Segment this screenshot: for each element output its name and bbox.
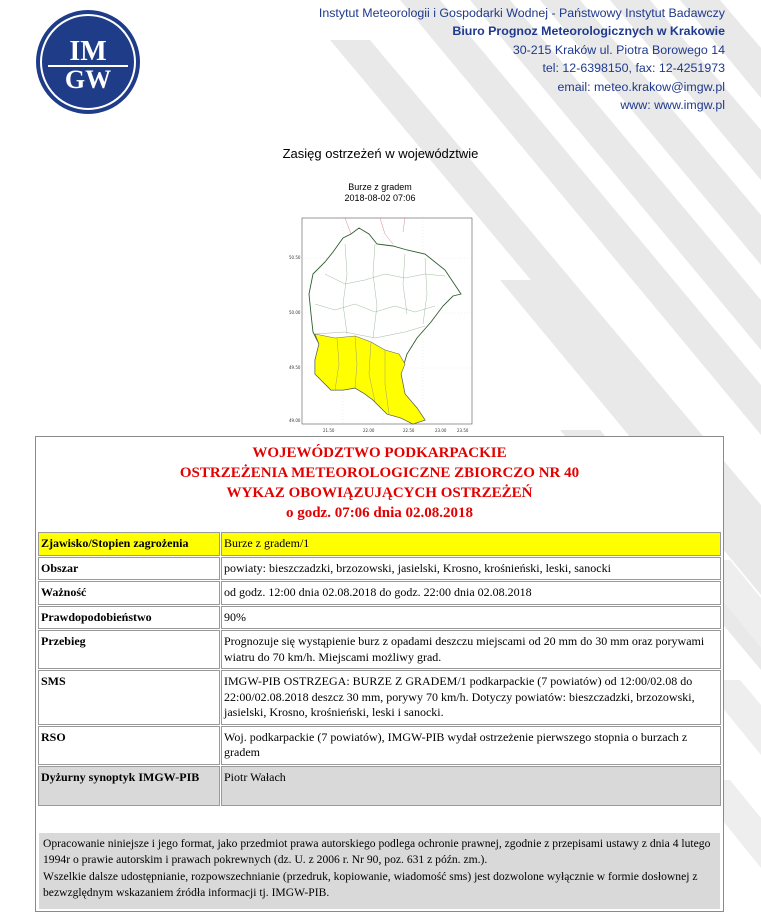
table-row — [38, 766, 721, 806]
list-title: WYKAZ OBOWIĄZUJĄCYCH OSTRZEŻEŃ — [226, 485, 533, 501]
row-key: Ważność — [38, 581, 220, 605]
x-tick: 23.50 — [457, 428, 469, 433]
row-key: Zjawisko/Stopien zagrożenia — [38, 532, 220, 556]
letterhead — [0, 0, 761, 130]
row-value: Piotr Wałach — [221, 766, 721, 806]
row-key: Obszar — [38, 557, 220, 581]
row-value: IMGW-PIB OSTRZEGA: BURZE Z GRADEM/1 podkarpackie (7 powiatów) od 12:00/02.08 do 22:00/02.08.2018 deszcz 30 mm, porywy 70 km/h. Dotyczy powiatów: bieszczadzki, brzozowski, jasielski, Krosno, krośnieński, leski i sanocki. — [221, 670, 721, 725]
table-row — [38, 557, 721, 581]
map-datetime: 2018-08-02 07:06 — [344, 193, 416, 203]
row-value: Burze z gradem/1 — [221, 532, 721, 556]
table-row — [38, 670, 721, 725]
table-row — [38, 606, 721, 630]
warning-table — [37, 531, 722, 807]
imgw-logo — [34, 8, 142, 116]
table-row — [38, 630, 721, 669]
x-tick: 22.50 — [403, 428, 415, 433]
copyright-paragraph: Opracowanie niniejsze i jego format, jako przedmiot prawa autorskiego podlega ochronie prawnej, zgodnie z przepisami ustawy z dnia 4 lutego 1994r o prawie autorskim i prawach pokrewnych (dz. U. z 2006 r. Nr 90, poz. 631 z późn. zm.). — [43, 837, 711, 867]
redistribution-paragraph: Wszelkie dalsze udostępnianie, rozpowszechnianie (przedruk, kopiowanie, wiadomość sms) jest dozwolone wyłącznie w formie dosłownej z bezwzględnym wskazaniem źródła informacji tj. IMGW-PIB. — [43, 869, 698, 899]
phone-fax: tel: 12-6398150, fax: 12-4251973 — [542, 61, 725, 76]
y-tick: 49.00 — [289, 418, 301, 423]
y-tick: 50.50 — [289, 255, 301, 260]
row-value: od godz. 12:00 dnia 02.08.2018 do godz. 22:00 dnia 02.08.2018 — [221, 581, 721, 605]
email[interactable]: email: meteo.krakow@imgw.pl — [557, 79, 725, 94]
table-row — [38, 726, 721, 765]
x-tick: 21.50 — [323, 428, 335, 433]
warning-report — [35, 436, 724, 912]
row-value: Prognozuje się wystąpienie burz z opadami deszczu miejscami od 20 mm do 30 mm oraz porywami wiatru do 70 km/h. Miejscami możliwy grad. — [221, 630, 721, 669]
warning-heading — [36, 437, 723, 525]
map-section-title: Zasięg ostrzeżeń w województwie — [282, 146, 479, 161]
institute-name: Instytut Meteorologii i Gospodarki Wodnej - Państwowy Instytut Badawczy — [318, 6, 725, 20]
svg-text:GW: GW — [64, 65, 112, 94]
table-row — [38, 532, 721, 556]
issue-time: o godz. 07:06 dnia 02.08.2018 — [285, 505, 474, 521]
bulletin-title: OSTRZEŻENIA METEOROLOGICZNE ZBIORCZO NR 40 — [179, 465, 580, 481]
website[interactable]: www: www.imgw.pl — [620, 98, 725, 113]
row-key: SMS — [38, 670, 220, 725]
x-tick: 22.00 — [363, 428, 375, 433]
copyright-note — [39, 833, 720, 909]
row-value: powiaty: bieszczadzki, brzozowski, jasielski, Krosno, krośnieński, leski, sanocki — [221, 557, 721, 581]
bureau-name: Biuro Prognoz Meteorologicznych w Krakowie — [452, 24, 725, 39]
map-title: Burze z gradem — [348, 182, 412, 192]
row-key: Prawdopodobieństwo — [38, 606, 220, 630]
x-tick: 23.00 — [435, 428, 447, 433]
organization-info — [319, 4, 725, 114]
svg-text:IM: IM — [69, 36, 107, 67]
warning-map — [285, 178, 485, 438]
row-value: 90% — [221, 606, 721, 630]
table-row — [38, 581, 721, 605]
row-key: RSO — [38, 726, 220, 765]
voivodeship-title: WOJEWÓDZTWO PODKARPACKIE — [252, 445, 507, 461]
region-map — [285, 214, 485, 438]
row-key: Dyżurny synoptyk IMGW-PIB — [38, 766, 220, 806]
y-tick: 50.00 — [289, 310, 301, 315]
row-key: Przebieg — [38, 630, 220, 669]
row-value: Woj. podkarpackie (7 powiatów), IMGW-PIB wydał ostrzeżenie pierwszego stopnia o burzach z gradem — [221, 726, 721, 765]
address: 30-215 Kraków ul. Piotra Borowego 14 — [512, 42, 725, 57]
y-tick: 49.50 — [289, 365, 301, 370]
